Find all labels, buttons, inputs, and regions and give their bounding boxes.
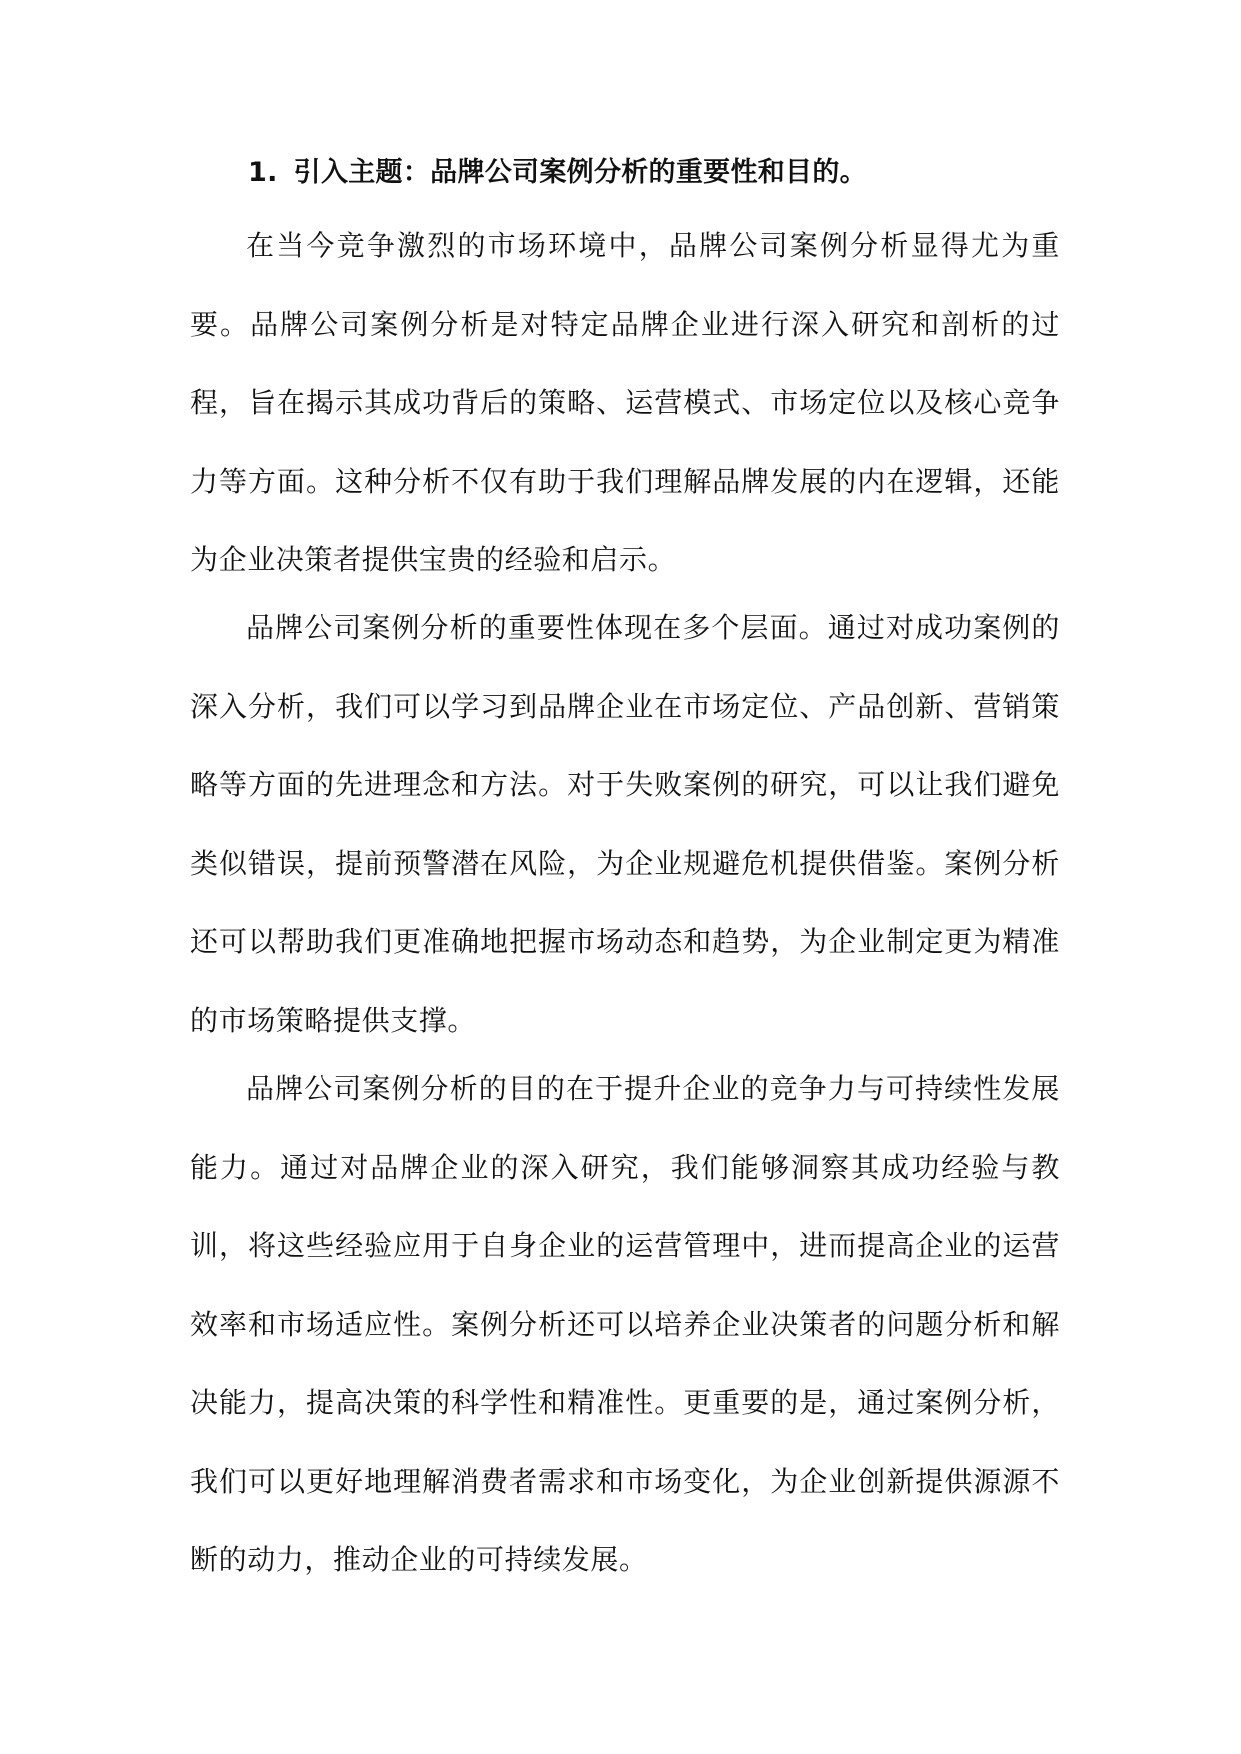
section-title: 引入主题：品牌公司案例分析的重要性和目的。 <box>293 157 867 188</box>
section-heading <box>248 148 867 198</box>
section-number: 1. <box>248 157 278 188</box>
paragraph-purpose: 品牌公司案例分析的目的在于提升企业的竞争力与可持续性发展能力。通过对品牌企业的深入研究，我们能够洞察其成功经验与教训，将这些经验应用于自身企业的运营管理中，进而提高企业的运营效率和市场适应性。案例分析还可以培养企业决策者的问题分析和解决能力，提高决策的科学性和精准性。更重要的是，通过案例分析，我们可以更好地理解消费者需求和市场变化，为企业创新提供源源不断的动力，推动企业的可持续发展。 <box>190 1072 1060 1576</box>
paragraph-importance-levels: 品牌公司案例分析的重要性体现在多个层面。通过对成功案例的深入分析，我们可以学习到品牌企业在市场定位、产品创新、营销策略等方面的先进理念和方法。对于失败案例的研究，可以让我们避免类似错误，提前预警潜在风险，为企业规避危机提供借鉴。案例分析还可以帮助我们更准确地把握市场动态和趋势，为企业制定更为精准的市场策略提供支撑。 <box>190 611 1060 1037</box>
paragraph-importance-intro: 在当今竞争激烈的市场环境中，品牌公司案例分析显得尤为重要。品牌公司案例分析是对特定品牌企业进行深入研究和剖析的过程，旨在揭示其成功背后的策略、运营模式、市场定位以及核心竞争力等方面。这种分析不仅有助于我们理解品牌发展的内在逻辑，还能为企业决策者提供宝贵的经验和启示。 <box>190 229 1060 576</box>
